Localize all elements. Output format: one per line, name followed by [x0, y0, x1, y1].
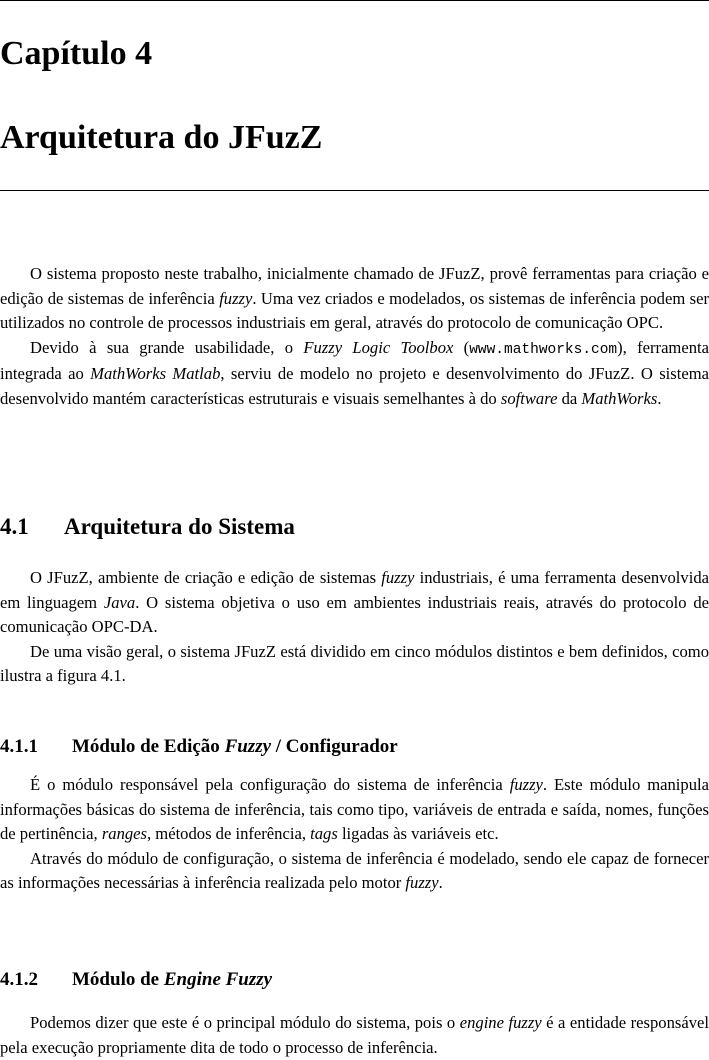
subsection-heading-4-1-1: 4.1.1 Módulo de Edição Fuzzy / Configurador: [0, 736, 398, 757]
subsection-4-1-1-paragraph-1: É o módulo responsável pela configuração do sistema de inferência fuzzy. Este módulo manipula informações básicas do sistema de inferência, tais como tipo, variáveis de entrada e saída, nomes, funções de pertinência, ranges, métodos de inferência, tags ligadas às variáveis etc.: [0, 775, 709, 844]
intro-paragraph-1: O sistema proposto neste trabalho, inicialmente chamado de JFuzZ, provê ferramentas para criação e edição de sistemas de inferência fuzzy. Uma vez criados e modelados, os sistemas de inferência podem ser utilizados no controle de processos industriais em geral, através do protocolo de comunicação OPC.: [0, 264, 709, 333]
subsection-4-1-1-block: [0, 773, 709, 896]
chapter-rule: [0, 190, 709, 191]
top-rule: [0, 0, 709, 1]
chapter-title: Arquitetura do JFuzZ: [0, 119, 323, 156]
intro-block: [0, 262, 709, 412]
subsection-4-1-2-block: [0, 1011, 709, 1060]
subsection-4-1-2-paragraph-1: Podemos dizer que este é o principal módulo do sistema, pois o engine fuzzy é a entidade responsável pela execução propriamente dita de todo o processo de inferência.: [0, 1013, 709, 1057]
mathworks-url: www.mathworks.com: [469, 341, 618, 358]
section-4-1-block: [0, 566, 709, 689]
intro-paragraph-2: Devido à sua grande usabilidade, o Fuzzy Logic Toolbox (www.mathworks.com), ferramenta integrada ao MathWorks Matlab, serviu de modelo no projeto e desenvolvimento do JFuzZ. O sistema desenvolvido mantém características estruturais e visuais semelhantes à do software da MathWorks.: [0, 337, 709, 408]
section-heading-4-1: 4.1 Arquitetura do Sistema: [0, 514, 295, 539]
subsection-4-1-1-paragraph-2: Através do módulo de configuração, o sistema de inferência é modelado, sendo ele capaz de fornecer as informações necessárias à inferência realizada pelo motor fuzzy.: [0, 848, 709, 893]
section-4-1-paragraph-2: De uma visão geral, o sistema JFuzZ está dividido em cinco módulos distintos e bem definidos, como ilustra a figura 4.1.: [0, 641, 709, 686]
chapter-number: Capítulo 4: [0, 35, 153, 72]
subsection-heading-4-1-2: 4.1.2 Módulo de Engine Fuzzy: [0, 969, 273, 990]
section-4-1-paragraph-1: O JFuzZ, ambiente de criação e edição de sistemas fuzzy industriais, é uma ferramenta desenvolvida em linguagem Java. O sistema objetiva o uso em ambientes industriais reais, através do protocolo de comunicação OPC-DA.: [0, 568, 709, 637]
